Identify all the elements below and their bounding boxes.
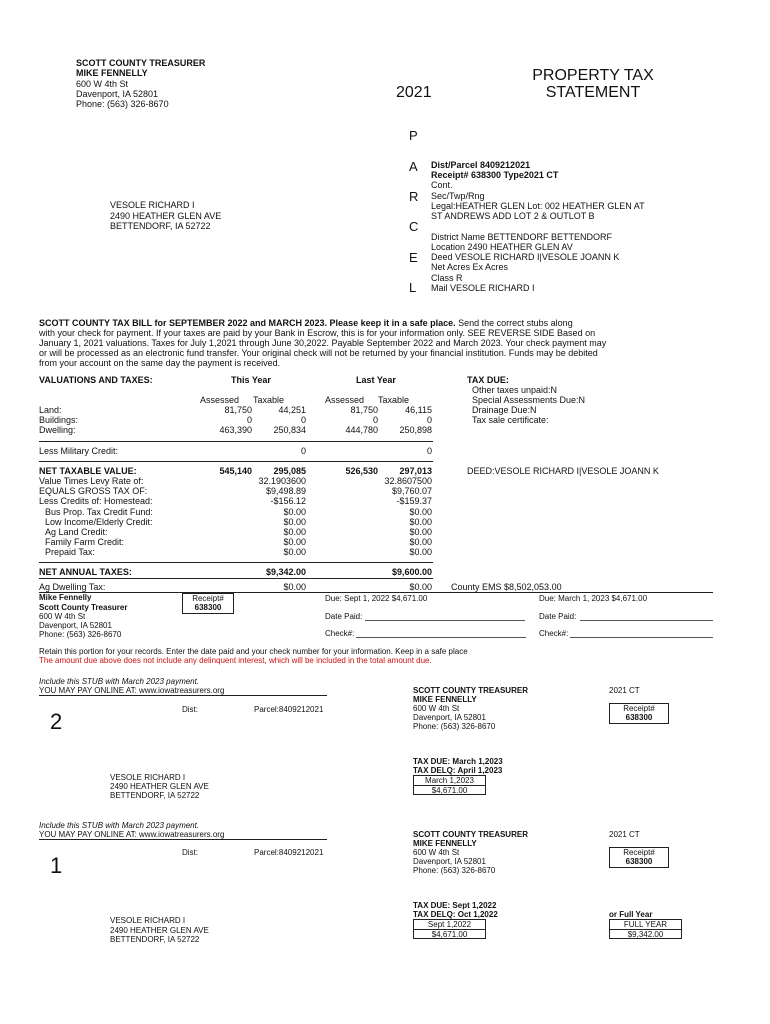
receipt-number: 638300 [625,857,653,866]
value-cell: 444,780 [345,425,378,435]
stub-online: YOU MAY PAY ONLINE AT: www.iowatreasurers.org [39,830,225,839]
value-cell: 0 [426,415,432,425]
stub-parcel: Parcel:8409212021 [254,705,324,714]
receipt-city: Davenport, IA 52801 [39,621,112,630]
receipt-number: 638300 [625,713,653,722]
due-sept: Due: Sept 1, 2022 $4,671.00 [325,594,428,603]
owner-street: 2490 HEATHER GLEN AVE [110,211,222,221]
stub-owner-name: VESOLE RICHARD I [110,916,186,925]
value-cell: $0.00 [283,507,306,517]
treasurer-phone: Phone: (563) 326-8670 [76,99,169,109]
stub-owner-street: 2490 HEATHER GLEN AVE [110,926,209,935]
parcel-legal-2: ST ANDREWS ADD LOT 2 & OUTLOT B [431,211,595,221]
county-ems: County EMS $8,502,053.00 [451,582,562,592]
parcel-district: District Name BETTENDORF BETTENDORF [431,232,613,242]
parcel-location: Location 2490 HEATHER GLEN AV [431,242,573,252]
stub-receipt-box [609,703,669,724]
value-cell: 46,115 [405,405,432,415]
value-cell: 32.8607500 [384,476,432,486]
stub-include: Include this STUB with March 2023 payment. [39,821,200,830]
tax-due-heading: TAX DUE: [467,375,509,385]
value-cell: 81,750 [350,405,378,415]
stub-person: MIKE FENNELLY [413,695,477,704]
parcel-letter: C [409,219,419,234]
value-cell: 250,834 [273,425,306,435]
value-cell: 463,390 [219,425,252,435]
stub-delq: TAX DELQ: April 1,2023 [413,766,503,775]
tax-year: 2021 [396,84,432,101]
parcel-letter: P [409,128,418,143]
stub-phone: Phone: (563) 326-8670 [413,866,496,875]
value-cell: $9,498.89 [265,486,306,496]
stub-amount: $4,671.00 [414,929,485,939]
owner-city: BETTENDORF, IA 52722 [110,221,211,231]
treasurer-street: 600 W 4th St [76,79,129,89]
parcel-legal: Legal:HEATHER GLEN Lot: 002 HEATHER GLEN AT [431,201,645,211]
retain-note: Retain this portion for your records. Enter the date paid and your check number for your information. Keep in a safe place [39,647,468,656]
tax-due-item: Drainage Due:N [472,405,537,415]
stub-number: 1 [50,853,63,878]
full-year-amount: $9,342.00 [610,929,681,939]
stub-amount: $4,671.00 [414,785,485,795]
levy-label: Less Credits of: Homestead: [39,496,153,506]
doc-title-line2: STATEMENT [545,84,641,101]
notice-bold: SCOTT COUNTY TAX BILL for SEPTEMBER 2022 and MARCH 2023. Please keep it in a safe place. [39,318,456,328]
notice-line: January 1, 2021 valuations. Taxes for July 1,2021 through June 30,2022. Payable September 2022 and March 2023. Your check payment may [39,338,607,348]
parcel-letter: L [409,280,417,295]
value-cell: 32.1903600 [258,476,306,486]
date-paid-label: Date Paid: [325,612,363,621]
levy-label: Low Income/Elderly Credit: [45,517,153,527]
notice-line: from your account on the same day the payment is received. [39,358,281,368]
receipt-label: Receipt# [623,848,655,857]
full-year-label: or Full Year [609,910,653,919]
value-cell: $0.00 [409,582,432,592]
assessed-header: Assessed [325,395,365,405]
value-cell: 0 [426,446,432,456]
divider [39,592,713,593]
tax-due-item: Other taxes unpaid:N [472,385,558,395]
check-label: Check#: [325,629,355,638]
value-cell: $0.00 [409,537,432,547]
levy-label: Ag Land Credit: [45,527,108,537]
dwelling-label: Dwelling: [39,425,76,435]
military-label: Less Military Credit: [39,446,119,456]
receipt-treasurer: Scott County Treasurer [39,603,128,612]
treasurer-person: MIKE FENNELLY [76,68,148,78]
notice-line: with your check for payment. If your taxes are paid by your Bank in Escrow, this is for your information only. SEE REVERSE SIDE Based on [39,328,596,338]
parcel-deed: Deed VESOLE RICHARD I|VESOLE JOANN K [431,252,620,262]
treasurer-city: Davenport, IA 52801 [76,89,159,99]
stub-owner-street: 2490 HEATHER GLEN AVE [110,782,209,791]
value-cell: 81,750 [224,405,252,415]
value-cell: $0.00 [409,507,432,517]
date-paid-label: Date Paid: [539,612,577,621]
value-cell: 0 [300,415,306,425]
stub-owner-city: BETTENDORF, IA 52722 [110,935,200,944]
stub-include: Include this STUB with March 2023 payment. [39,677,200,686]
divider [39,461,433,462]
levy-label: Value Times Levy Rate of: [39,476,144,486]
parcel-letter: A [409,159,418,174]
stub-dist: Dist: [182,848,198,857]
divider [39,578,433,579]
value-cell: $0.00 [283,582,306,592]
last-year-heading: Last Year [356,375,396,385]
divider [39,562,433,563]
taxable-header: Taxable [253,395,285,405]
parcel-class: Class R [431,273,463,283]
value-cell: $0.00 [283,537,306,547]
stub-ct: 2021 CT [609,686,640,695]
net-taxable-label: NET TAXABLE VALUE: [39,466,137,476]
value-cell: 0 [300,446,306,456]
taxable-header: Taxable [378,395,410,405]
stub-treasurer: SCOTT COUNTY TREASURER [413,686,528,695]
value-cell: $0.00 [283,527,306,537]
levy-label: EQUALS GROSS TAX OF: [39,486,148,496]
divider [39,695,327,696]
stub-date: March 1,2023 [425,776,474,785]
delinquent-warning: The amount due above does not include any delinquent interest, which will be included in the total amount due. [39,656,432,665]
ag-dwelling-label: Ag Dwelling Tax: [39,582,106,592]
stub-parcel: Parcel:8409212021 [254,848,324,857]
stub-treasurer: SCOTT COUNTY TREASURER [413,830,528,839]
value-cell: $9,760.07 [391,486,432,496]
receipt-number: 638300 [194,603,222,612]
stub-ct: 2021 CT [609,830,640,839]
parcel-letter: E [409,250,418,265]
tax-due-item: Special Assessments Due:N [472,395,586,405]
value-cell: 545,140 [219,466,252,476]
stub-amount-box [413,919,486,939]
parcel-acres: Net Acres Ex Acres [431,262,509,272]
value-cell: $0.00 [283,517,306,527]
stub-due: TAX DUE: March 1,2023 [413,757,503,766]
value-cell: -$156.12 [270,496,306,506]
value-cell: $9,600.00 [391,567,432,577]
due-march: Due: March 1, 2023 $4,671.00 [539,594,648,603]
stub-person: MIKE FENNELLY [413,839,477,848]
value-cell: $0.00 [409,517,432,527]
value-cell: $0.00 [283,547,306,557]
value-cell: 297,013 [399,466,432,476]
stub-owner-city: BETTENDORF, IA 52722 [110,791,200,800]
value-cell: $9,342.00 [265,567,306,577]
parcel-letter: R [409,189,419,204]
stub-receipt-box [609,847,669,868]
divider [39,441,433,442]
owner-name: VESOLE RICHARD I [110,200,195,210]
levy-label: Bus Prop. Tax Credit Fund: [45,507,153,517]
stub-delq: TAX DELQ: Oct 1,2022 [413,910,498,919]
assessed-header: Assessed [200,395,240,405]
value-cell: 526,530 [345,466,378,476]
receipt-street: 600 W 4th St [39,612,86,621]
stub-city: Davenport, IA 52801 [413,857,486,866]
value-cell: -$159.37 [396,496,432,506]
parcel-cont: Cont. [431,180,453,190]
divider [39,839,327,840]
notice-line: Send the correct stubs along [455,318,573,328]
stub-due: TAX DUE: Sept 1,2022 [413,901,497,910]
full-year-text: FULL YEAR [623,920,668,929]
stub-amount-box [413,775,486,795]
valuations-heading: VALUATIONS AND TAXES: [39,375,153,385]
stub-dist: Dist: [182,705,198,714]
notice-line: or will be processed as an electronic fund transfer. Your original check will not be returned by your financial institution. Funds may be debited [39,348,598,358]
stub-online: YOU MAY PAY ONLINE AT: www.iowatreasurers.org [39,686,225,695]
check-field[interactable] [570,637,713,638]
buildings-label: Buildings: [39,415,79,425]
value-cell: 250,898 [399,425,432,435]
parcel-sec: Sec/Twp/Rng [431,191,485,201]
check-label: Check#: [539,629,569,638]
stub-street: 600 W 4th St [413,848,460,857]
value-cell: 0 [372,415,378,425]
stub-owner-name: VESOLE RICHARD I [110,773,186,782]
stub-city: Davenport, IA 52801 [413,713,486,722]
receipt-box [182,593,234,614]
receipt-label: Receipt# [623,704,655,713]
doc-title-line1: PROPERTY TAX [532,67,654,84]
receipt-type: Receipt# 638300 Type2021 CT [431,170,559,180]
value-cell: 295,085 [273,466,306,476]
treasurer-name: SCOTT COUNTY TREASURER [76,58,206,68]
receipt-phone: Phone: (563) 326-8670 [39,630,122,639]
receipt-label: Receipt# [192,594,224,603]
land-label: Land: [39,405,62,415]
value-cell: $0.00 [409,547,432,557]
stub-date: Sept 1,2022 [427,920,472,929]
levy-label: Prepaid Tax: [45,547,95,557]
check-field[interactable] [356,637,526,638]
date-paid-field[interactable] [365,620,525,621]
parcel-mail: Mail VESOLE RICHARD I [431,283,535,293]
value-cell: 0 [246,415,252,425]
tax-due-item: Tax sale certificate: [472,415,549,425]
deed-line: DEED:VESOLE RICHARD I|VESOLE JOANN K [467,466,659,476]
stub-street: 600 W 4th St [413,704,460,713]
full-year-box [609,919,682,939]
receipt-person: Mike Fennelly [39,593,92,602]
stub-number: 2 [50,709,63,734]
value-cell: 44,251 [278,405,306,415]
stub-phone: Phone: (563) 326-8670 [413,722,496,731]
this-year-heading: This Year [231,375,271,385]
date-paid-field[interactable] [580,620,713,621]
value-cell: $0.00 [409,527,432,537]
levy-label: Family Farm Credit: [45,537,125,547]
net-annual-label: NET ANNUAL TAXES: [39,567,132,577]
dist-parcel: Dist/Parcel 8409212021 [431,160,531,170]
